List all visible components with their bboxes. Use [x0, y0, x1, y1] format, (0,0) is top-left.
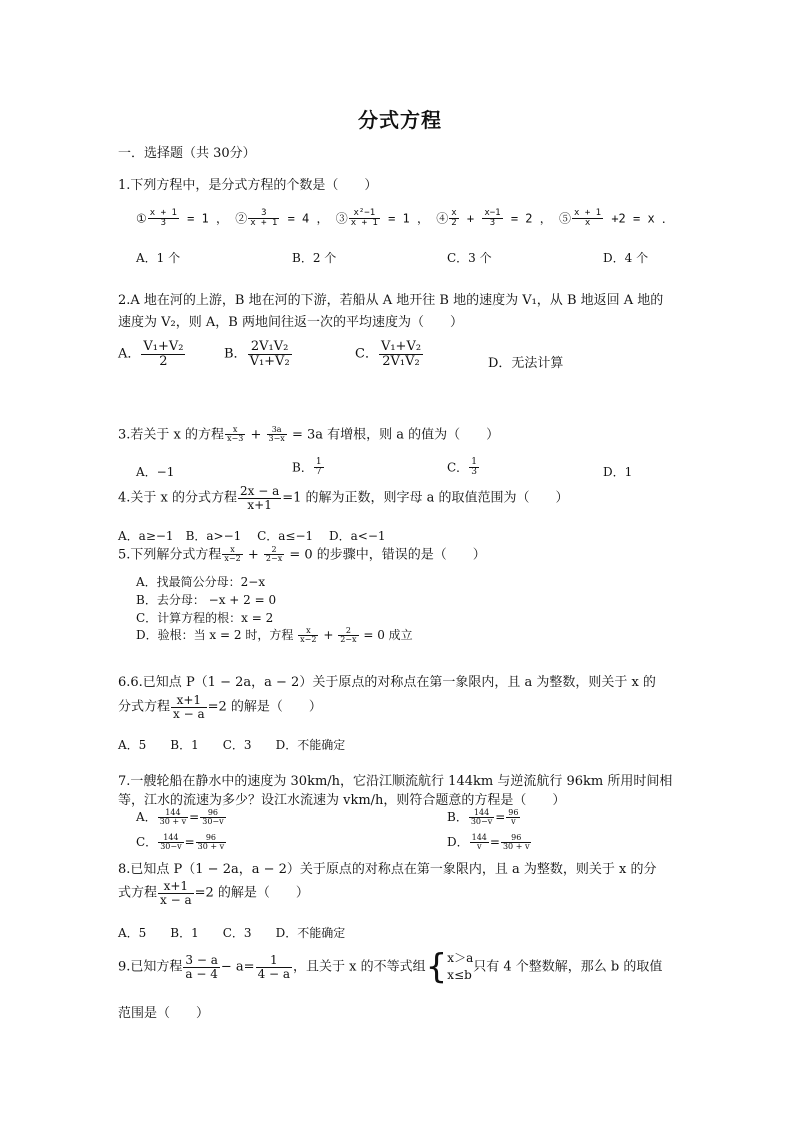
q8-numerator: x+1 [158, 880, 194, 894]
q7-c-denominator-2: 30 + v [197, 842, 225, 851]
option-c-fraction [379, 340, 423, 368]
question-3-option-d: D．1 [603, 465, 633, 479]
question-7-option-a [136, 808, 227, 826]
q7-a-fraction-2 [200, 809, 225, 827]
q7-d-label: D． [447, 835, 469, 849]
eq2-rest: = 4 ， [287, 211, 329, 226]
question-7-option-c [136, 833, 227, 851]
q3-numerator-2: 3a [267, 426, 287, 435]
q5-d-fraction-2 [338, 627, 358, 645]
eq1-denominator: 3 [160, 218, 167, 229]
q3-b-label: B． [292, 460, 313, 475]
q9-mid: − a= [220, 959, 255, 975]
q5-numerator-1: x [222, 546, 242, 555]
q3-b-fraction [314, 458, 324, 478]
q3-fraction-2 [267, 426, 287, 444]
question-2-option-b [224, 340, 293, 368]
option-a-fraction [141, 340, 185, 368]
q9-fraction-2 [256, 954, 292, 980]
q4-denominator: x+1 [247, 497, 272, 512]
eq4-rest: = 2 ， [510, 211, 552, 226]
q5-post: = 0 的步骤中，错误的是（ ） [289, 547, 486, 563]
eq4-index: ④ [436, 211, 449, 226]
question-8-line-1: 8.已知点 P（1 − 2a，a − 2）关于原点的对称点在第一象限内，且 a 为整数，则关于 x 的分 [118, 862, 657, 877]
q5-d-denominator-1: x−2 [300, 635, 317, 644]
question-5-stem [118, 546, 486, 564]
q6-denominator: x − a [173, 706, 205, 721]
q7-d-numerator-1: 144 [471, 832, 487, 842]
question-6-line-1: 6.6.已知点 P（1 − 2a，a − 2）关于原点的对称点在第一象限内，且 a 为整数，则关于 x 的 [118, 675, 656, 690]
q7-a-denominator-1: 30 + v [159, 817, 187, 826]
q7-d-numerator-2: 96 [501, 834, 532, 843]
question-1-option-a: A．1 个 [136, 251, 181, 265]
eq1-fraction [148, 209, 179, 229]
eq5-fraction [572, 209, 603, 229]
option-c-numerator: V₁+V₂ [380, 339, 422, 354]
question-3-stem [118, 426, 499, 444]
question-7-line-2: 等，江水的流速为多少？设江水流速为 vkm/h，则符合题意的方程是（ ） [118, 793, 566, 808]
q7-c-numerator-2: 96 [196, 834, 227, 843]
question-7-line-1: 7.一艘轮船在静水中的速度为 30km/h，它沿江顺流航行 144km 与逆流航行 96km 所用时间相 [118, 774, 673, 789]
q3-fraction-1 [225, 426, 245, 444]
question-2-option-d: D．无法计算 [488, 356, 564, 371]
q6-fraction [171, 694, 207, 720]
eq4-denominator-1: 2 [451, 218, 457, 229]
q7-b-fraction-2 [506, 809, 520, 827]
q8-fraction [158, 880, 194, 906]
question-5-option-a: A．找最简公分母：2−x [136, 575, 266, 589]
question-2-option-a [118, 340, 186, 368]
q7-b-numerator-1: 144 [469, 809, 494, 818]
question-1-equations [136, 209, 674, 229]
question-7-option-b [447, 808, 521, 826]
q7-b-label: B． [447, 810, 468, 824]
q5-d-numerator-1: x [298, 627, 318, 636]
q5-d-fraction-1 [298, 627, 318, 645]
eq3-fraction [349, 209, 380, 229]
option-a-denominator: 2 [159, 353, 168, 369]
q9-numerator-2: 1 [256, 954, 292, 968]
q7-c-denominator-1: 30−v [160, 842, 182, 851]
q7-d-fraction-1 [470, 834, 489, 852]
q7-c-numerator-1: 144 [158, 834, 183, 843]
q5-d-denominator-2: 2−x [340, 635, 357, 644]
option-b-numerator: 2V₁V₂ [248, 340, 292, 355]
eq1-index: ① [136, 211, 147, 226]
eq3-denominator: x + 1 [350, 218, 378, 229]
eq4-plus: + [466, 211, 475, 226]
option-c-label: C． [355, 346, 378, 362]
q5-denominator-2: 2−x [265, 554, 283, 564]
question-2-line-2: 速度为 V₂，则 A，B 两地间往返一次的平均速度为（ ） [118, 315, 463, 330]
q7-b-equals: = [495, 810, 506, 824]
question-9-line-1 [118, 947, 663, 987]
q7-b-numerator-2: 96 [508, 807, 519, 817]
question-3-option-c [447, 458, 480, 478]
q7-b-denominator-2: v [511, 817, 516, 826]
eq5-denominator: x [584, 218, 591, 229]
q5-d-numerator-2: 2 [338, 627, 358, 636]
option-c-denominator: 2V₁V₂ [382, 353, 420, 369]
eq5-rest: +2 = x ． [611, 211, 674, 226]
question-9-line-2: 范围是（ ） [118, 1006, 210, 1021]
q9-denominator-1: a − 4 [185, 966, 218, 981]
question-2-option-c [355, 340, 424, 368]
question-4-stem [118, 485, 569, 511]
option-b-label: B． [224, 346, 247, 362]
q9-fraction-1 [183, 954, 219, 980]
eq4-fraction-2 [482, 209, 502, 229]
q7-a-denominator-2: 30−v [202, 817, 224, 826]
question-2-line-1: 2.A 地在河的上游，B 地在河的下游，若船从 A 地开往 B 地的速度为 V₁，从 B 地返回 A 地的 [118, 293, 664, 308]
question-6-line-2 [118, 694, 322, 720]
eq1-rest: = 1 ， [187, 211, 228, 226]
q4-fraction [238, 485, 281, 511]
q7-d-fraction-2 [501, 834, 532, 852]
q7-b-denominator-1: 30−v [470, 817, 493, 826]
question-1-option-c: C．3 个 [447, 251, 492, 265]
q7-d-equals: = [489, 835, 500, 849]
question-3-option-a: A．−1 [136, 465, 175, 479]
q5-numerator-2: 2 [264, 546, 284, 555]
q9-inequality-2: x≤b [447, 968, 472, 982]
eq2-denominator: x + 1 [250, 218, 278, 229]
q7-a-numerator-2: 96 [200, 809, 225, 818]
q3-c-label: C． [447, 460, 469, 475]
question-7-option-d [447, 833, 532, 851]
q3-c-fraction [469, 458, 479, 478]
q7-c-fraction-2 [196, 834, 227, 852]
q3-plus: + [250, 427, 262, 443]
question-5-option-b: B．去分母： −x + 2 = 0 [136, 593, 277, 607]
q5-d-plus: + [323, 628, 334, 642]
q7-d-denominator-2: 30 + v [502, 842, 530, 851]
q9-inequality-system [447, 950, 473, 984]
question-3-option-b [292, 458, 325, 478]
q7-c-equals: = [184, 835, 195, 849]
q8-denominator: x − a [160, 892, 192, 907]
eq2-index: ② [235, 211, 248, 226]
eq5-index: ⑤ [558, 211, 571, 226]
q3-c-denominator: 3 [471, 467, 477, 478]
question-4-options: A．a≥−1 B．a>−1 C．a≤−1 D．a<−1 [118, 529, 386, 543]
question-8-options: A．5 B．1 C．3 D．不能确定 [118, 926, 346, 940]
q9-pre: 9.已知方程 [118, 959, 183, 975]
eq5-numerator: x + 1 [574, 208, 602, 218]
q7-a-fraction-1 [158, 809, 189, 827]
q3-post: = 3a 有增根，则 a 的值为（ ） [291, 427, 500, 443]
q9-inequality-1: x＞a [447, 951, 474, 965]
q7-d-denominator-1: v [477, 842, 482, 851]
question-1-option-b: B．2 个 [292, 251, 337, 265]
q5-fraction-1 [222, 546, 242, 564]
eq2-fraction [248, 209, 279, 229]
q6-pre: 分式方程 [118, 699, 171, 715]
q7-a-equals: = [189, 810, 200, 824]
q3-b-numerator: 1 [315, 457, 322, 467]
q5-denominator-1: x−2 [224, 554, 241, 564]
eq2-numerator: 3 [248, 209, 279, 219]
eq4-fraction-1 [449, 209, 458, 229]
q8-post: =2 的解是（ ） [194, 885, 309, 901]
q6-numerator: x+1 [171, 694, 207, 708]
left-brace-icon: { [425, 947, 448, 987]
q5-fraction-2 [264, 546, 284, 564]
q3-pre: 3.若关于 x 的方程 [118, 427, 224, 443]
q7-c-fraction-1 [158, 834, 183, 852]
eq3-numerator: x²−1 [349, 209, 380, 219]
q7-a-label: A． [136, 810, 157, 824]
option-a-numerator: V₁+V₂ [143, 339, 184, 354]
q9-denominator-2: 4 − a [257, 966, 291, 981]
question-1-stem: 1.下列方程中，是分式方程的个数是（ ） [118, 178, 378, 193]
q4-post: =1 的解为正数，则字母 a 的取值范围为（ ） [282, 490, 569, 506]
page-title: 分式方程 [358, 108, 442, 132]
question-6-options: A．5 B．1 C．3 D．不能确定 [118, 738, 346, 752]
option-b-fraction [248, 340, 292, 368]
q3-b-denominator: 7 [315, 467, 322, 478]
q9-post: 只有 4 个整数解，那么 b 的取值 [473, 959, 663, 975]
q7-b-fraction-1 [469, 809, 494, 827]
q8-pre: 式方程 [118, 885, 158, 901]
eq3-rest: = 1 ， [388, 211, 429, 226]
q3-denominator-1: x−3 [227, 434, 244, 444]
q4-numerator: 2x − a [240, 484, 280, 498]
eq3-index: ③ [335, 211, 348, 226]
q5-plus: + [247, 547, 259, 563]
q6-post: =2 的解是（ ） [207, 699, 322, 715]
q3-denominator-2: 3−x [268, 434, 285, 444]
q3-numerator-1: x [225, 426, 245, 435]
question-5-option-c: C．计算方程的根：x = 2 [136, 611, 274, 625]
q4-pre: 4.关于 x 的分式方程 [118, 490, 237, 506]
q5-d-pre: D．验根：当 x = 2 时，方程 [136, 628, 294, 642]
q5-pre: 5.下列解分式方程 [118, 547, 222, 563]
question-5-option-d [136, 626, 413, 644]
eq4-denominator-2: 3 [489, 218, 496, 229]
q9-mid2: ，且关于 x 的不等式组 [293, 959, 426, 975]
q7-c-label: C． [136, 835, 158, 849]
eq4-numerator-1: x [451, 208, 457, 218]
q5-d-post: = 0 成立 [363, 628, 413, 642]
q3-c-numerator: 1 [471, 457, 477, 467]
option-a-label: A． [118, 346, 141, 362]
q9-numerator-1: 3 − a [185, 952, 218, 967]
eq1-numerator: x + 1 [149, 208, 177, 218]
question-8-line-2 [118, 880, 309, 906]
section-heading: 一．选择题（共 30分） [118, 146, 256, 161]
q7-a-numerator-1: 144 [158, 809, 189, 818]
option-b-denominator: V₁+V₂ [249, 353, 290, 369]
eq4-numerator-2: x−1 [484, 208, 501, 218]
question-1-option-d: D．4 个 [603, 251, 649, 265]
